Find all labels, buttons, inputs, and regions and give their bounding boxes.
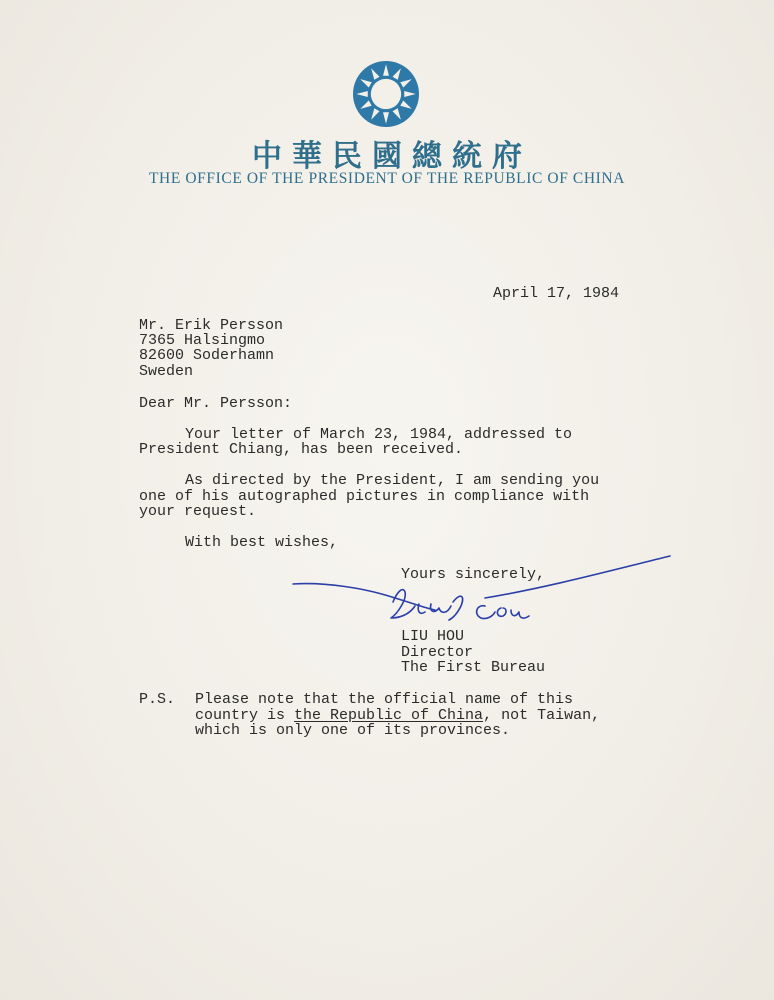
signer-department: The First Bureau xyxy=(401,659,546,676)
english-office-title: THE OFFICE OF THE PRESIDENT OF THE REPUBLIC OF CHINA xyxy=(148,170,625,187)
blue-sky-white-sun-emblem-icon xyxy=(353,61,419,127)
recipient-name: Mr. Erik Persson xyxy=(139,317,284,334)
postscript-label: P.S. xyxy=(139,691,176,708)
letter-date: April 17, 1984 xyxy=(493,285,620,302)
salutation: Dear Mr. Persson: xyxy=(139,395,293,412)
paragraph1-line1: Your letter of March 23, 1984, addressed to xyxy=(185,426,573,443)
signer-title: Director xyxy=(401,644,474,661)
closing-wishes: With best wishes, xyxy=(185,534,339,551)
complimentary-close: Yours sincerely, xyxy=(401,566,546,583)
chinese-office-title: 中華民國總統府 xyxy=(252,139,532,174)
paragraph2-line1: As directed by the President, I am sending you xyxy=(185,472,600,489)
handwritten-signature xyxy=(285,548,685,638)
signer-name: LIU HOU xyxy=(401,628,465,645)
postscript-line1: Please note that the official name of this xyxy=(195,691,574,708)
paragraph2-line2: one of his autographed pictures in compliance with xyxy=(139,488,590,505)
postscript-underlined-name: the Republic of China xyxy=(294,707,484,724)
paragraph1-line2: President Chiang, has been received. xyxy=(139,441,464,458)
postscript-line2-prefix: country is xyxy=(195,707,295,724)
postscript-line3: which is only one of its provinces. xyxy=(195,722,511,739)
paragraph2-line3: your request. xyxy=(139,503,257,520)
recipient-city: 82600 Soderhamn xyxy=(139,347,275,364)
postscript-line2-suffix: , not Taiwan, xyxy=(483,707,601,724)
recipient-country: Sweden xyxy=(139,363,194,380)
recipient-street: 7365 Halsingmo xyxy=(139,332,266,349)
